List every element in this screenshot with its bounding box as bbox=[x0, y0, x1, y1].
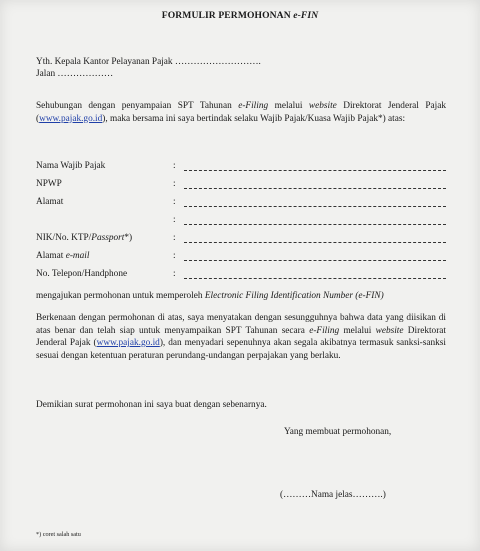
closing-sentence: Demikian surat permohonan ini saya buat dengan sebenarnya. bbox=[36, 400, 267, 410]
field-telepon[interactable]: No. Telepon/Handphone : bbox=[36, 268, 448, 282]
email-label: Alamat e-mail bbox=[36, 251, 90, 261]
intro-paragraph: Sehubungan dengan penyampaian SPT Tahunan e-Filing melalui website Direktorat Jenderal Pajak (www.pajak.go.id), maka bersama ini saya bertindak selaku Wajib Pajak/Kuasa Wajib Pajak*) atas: bbox=[36, 101, 446, 124]
request-line: mengajukan permohonan untuk memperoleh Electronic Filing Identification Number (e-FIN) bbox=[36, 291, 384, 301]
pajak-website-link[interactable]: www.pajak.go.id bbox=[39, 113, 103, 124]
nik-label: NIK/No. KTP/Passport*) bbox=[36, 233, 133, 243]
telepon-line[interactable] bbox=[184, 278, 446, 279]
pajak-website-link-2[interactable]: www.pajak.go.id bbox=[96, 338, 160, 349]
recipient-street: Jalan ……………… bbox=[36, 69, 114, 79]
email-line[interactable] bbox=[184, 260, 446, 261]
alamat-line[interactable] bbox=[184, 206, 446, 207]
nik-line[interactable] bbox=[184, 242, 446, 243]
field-nama-wajib-pajak[interactable]: Nama Wajib Pajak : bbox=[36, 160, 448, 174]
form-title: FORMULIR PERMOHONAN e-FIN bbox=[161, 10, 319, 21]
field-alamat-continued[interactable]: : bbox=[36, 214, 448, 228]
field-email[interactable]: Alamat e-mail : bbox=[36, 250, 448, 264]
recipient-office: Yth. Kepala Kantor Pelayanan Pajak ………………………. bbox=[36, 57, 261, 67]
field-npwp[interactable]: NPWP : bbox=[36, 178, 448, 192]
statement-paragraph: Berkenaan dengan permohonan di atas, saya menyatakan dengan sesungguhnya bahwa data yang diisikan di atas benar dan telah siap untuk menyampaikan SPT Tahunan secara e-Filing melalui website Direktorat Jenderal Pajak (www.pajak.go.id), dan menyadari sepenuhnya akan segala akibatnya termasuk sanksi-sanksi sesuai dengan ketentuan peraturan perundang-undangan perpajakan yang berlaku. bbox=[36, 313, 447, 361]
form-title-efin: e-FIN bbox=[293, 10, 319, 21]
footnote: *) coret salah satu bbox=[36, 531, 81, 538]
field-alamat[interactable]: Alamat : bbox=[36, 196, 448, 210]
alamat-continued-line[interactable] bbox=[184, 224, 446, 225]
npwp-line[interactable] bbox=[184, 188, 446, 189]
field-nik-ktp-passport[interactable]: NIK/No. KTP/Passport*) : bbox=[36, 232, 448, 246]
signature-heading: Yang membuat permohonan, bbox=[284, 427, 392, 437]
nama-wajib-pajak-line[interactable] bbox=[184, 170, 446, 171]
signature-name-placeholder[interactable]: (………Nama jelas……….) bbox=[280, 490, 386, 500]
